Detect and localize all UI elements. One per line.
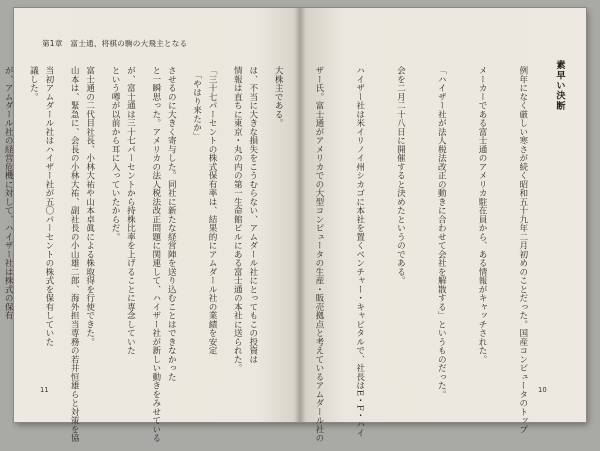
text-line: 「ハイザー社が法人税法改正の動きに合わせて会社を解散する」というものだった。	[436, 66, 447, 399]
text-line: させるのに大きく寄与した。同社に新たな経営陣を送り込むことはできなかった	[166, 66, 177, 381]
text-line: 例年になく厳しい寒さが続く昭和五十九年二月初めのことだった。国産コンピュータのトップ	[517, 66, 528, 434]
text-line: という噂が以前から耳に入っていたからだ。	[110, 66, 120, 241]
text-line: 当初アムダール社はハイザー社が五〇パーセントの株式を保有していた	[43, 66, 54, 346]
open-book	[3, 8, 586, 443]
text-line: は、不当に大きな損失をこうむらない、アムダール社にとってもこの投資は	[247, 66, 258, 364]
text-line: 大株主である。	[273, 66, 284, 128]
text-line: 山本は、緊急に、会長の小林大祐、副社長の小山雄二郎、海外担当専務の若井恒雄らと対策を協	[69, 66, 80, 443]
chapter-header: 第1章 富士通、将棋の駒の大飛主となる	[42, 39, 188, 48]
page-number-right: 10	[538, 386, 547, 394]
text-line: 議した。	[28, 66, 39, 101]
book-gutter	[294, 8, 306, 422]
text-line: ハイザー社は米イリノイ州シカゴに本社を置くベンチャー・キャピタルで、社長はE・F・ハイ	[354, 66, 365, 438]
text-line: と一瞬思った。アメリカの法人税法改正問題に関連して、ハイザー社が新しい動きをみせている	[150, 66, 161, 443]
text-line: 「やはり来たか」	[191, 66, 202, 141]
text-line: 会を二月二十八日に開催すると決めたというのである。	[395, 66, 406, 285]
text-line: が、アムダール社の経営危機に対して、ハイザー社は株式の保有	[3, 66, 14, 320]
text-line: ザー氏。富士通がアメリカでの大型コンピュータの生産・販売拠点と考えているアムダール社の	[313, 66, 324, 443]
text-line: メーカーである富士通のアメリカ駐在員から、ある情報がキャッチされた。	[477, 66, 488, 364]
page-number-left: 11	[40, 386, 49, 394]
text-line: 「三十七パーセントの株式保有率は、結果的にアムダール社の業績を安定	[207, 66, 218, 355]
text-line: が、富士通は三十七パーセントから持株比率を上げることに専念していた	[125, 66, 136, 355]
text-line: 富士通の二代目社長、小林大祐や山本卓眞による株取得を行使できた。	[84, 66, 95, 346]
text-line: 情報は直ちに東京・丸の内の第一生命館ビルにある富士通の本社に送られた。	[232, 66, 243, 373]
section-title: 素早い決断	[554, 60, 565, 111]
